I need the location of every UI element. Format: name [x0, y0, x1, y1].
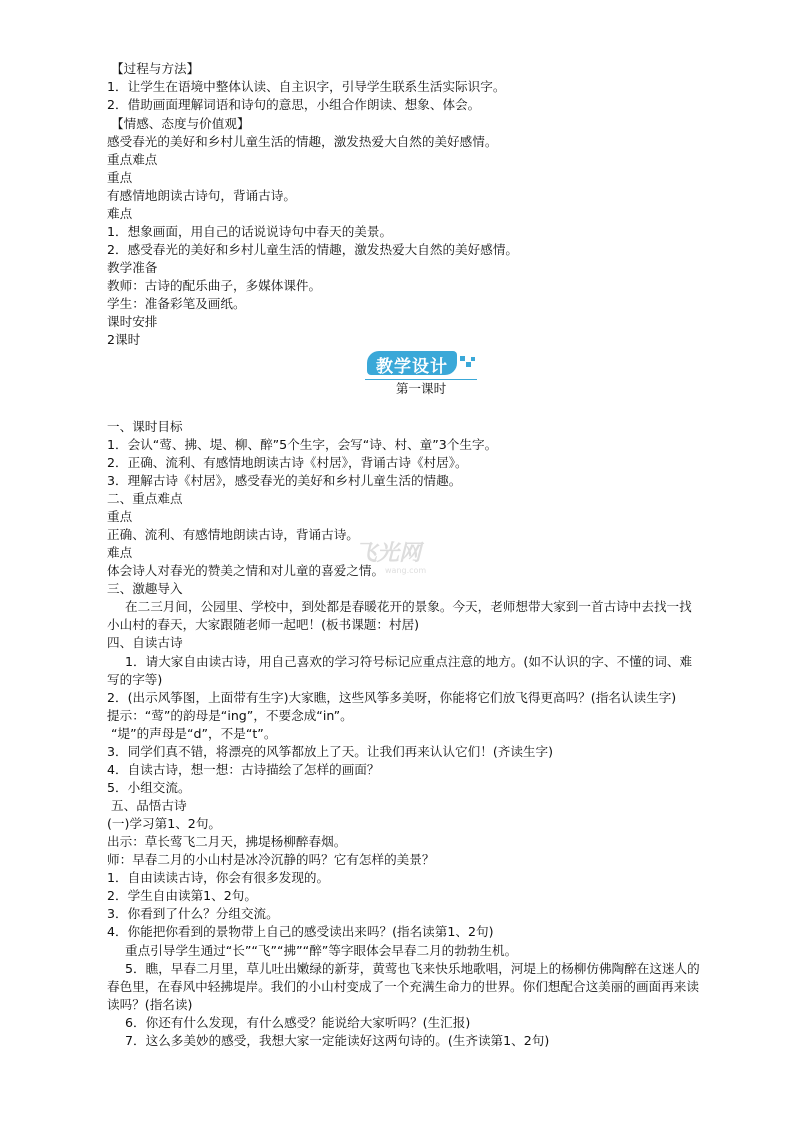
lesson-subtitle: 第一课时 — [395, 381, 447, 396]
text-line: 难点 — [107, 545, 133, 560]
section-heading: 重点难点 — [107, 152, 158, 167]
watermark — [345, 536, 465, 584]
text-line: 重点 — [107, 509, 133, 524]
text-line: 有感情地朗读古诗句，背诵古诗。 — [107, 188, 296, 203]
text-line: 体会诗人对春光的赞美之情和对儿童的喜爱之情。 — [107, 563, 385, 578]
text-line: 2课时 — [107, 332, 141, 347]
text-line: 【情感、态度与价值观】 — [111, 116, 250, 131]
banner-title: 教学设计 — [376, 357, 448, 377]
text-line: 1．让学生在语境中整体认读、自主识字，引导学生联系生活实际识字。 — [107, 79, 506, 94]
text-line: 2．借助画面理解词语和诗句的意思，小组合作朗读、想象、体会。 — [107, 97, 481, 112]
text-line: 5．瞧，早春二月里，草儿吐出嫩绿的新芽，黄莺也飞来快乐地歌唱，河堤上的杨柳仿佛陶醉在这迷人的 — [125, 961, 700, 976]
text-line: 【过程与方法】 — [111, 61, 200, 76]
text-line: 3．理解古诗《村居》，感受春光的美好和乡村儿童生活的情趣。 — [107, 473, 462, 488]
text-line: 5．小组交流。 — [107, 780, 191, 795]
text-line: 小山村的春天，大家跟随老师一起吧！(板书课题：村居) — [107, 617, 420, 632]
text-line: 2．(出示风筝图，上面带有生字)大家瞧，这些风筝多美呀，你能将它们放飞得更高吗？(指名认读生字) — [107, 690, 677, 705]
text-line: 2．感受春光的美好和乡村儿童生活的情趣，激发热爱大自然的美好感情。 — [107, 242, 519, 257]
text-line: (一)学习第1、2句。 — [107, 816, 222, 831]
section-heading: 三、激趣导入 — [107, 581, 183, 596]
section-heading: 四、自读古诗 — [107, 635, 183, 650]
text-line: 写的字等) — [107, 672, 163, 687]
text-line: 4．自读古诗，想一想：古诗描绘了怎样的画面？ — [107, 762, 380, 777]
section-heading: 五、品悟古诗 — [111, 798, 187, 813]
section-heading: 二、重点难点 — [107, 491, 183, 506]
text-line: 重点引导学生通过“长”“飞”“拂”“醉”等字眼体会早春二月的勃勃生机。 — [125, 943, 518, 958]
text-line: 2．学生自由读第1、2句。 — [107, 888, 257, 903]
text-line: “堤”的声母是“d”，不是“t”。 — [111, 726, 277, 741]
text-line: 师：早春二月的小山村是冰冷沉静的吗？它有怎样的美景？ — [107, 852, 435, 867]
text-line: 1．请大家自由读古诗，用自己喜欢的学习符号标记应重点注意的地方。(如不认识的字、不懂的词、难 — [125, 654, 693, 669]
text-line: 春色里，在春风中轻拂堤岸。我们的小山村变成了一个充满生命力的世界。你们想配合这美丽的画面再来读 — [107, 979, 699, 994]
text-line: 1．自由读读古诗，你会有很多发现的。 — [107, 870, 330, 885]
watermark-url: wang.com — [385, 566, 427, 575]
text-line: 重点 — [107, 170, 133, 185]
text-line: 2．正确、流利、有感情地朗读古诗《村居》，背诵古诗《村居》。 — [107, 455, 468, 470]
section-heading: 教学准备 — [107, 260, 158, 275]
text-line: 提示：“莺”的韵母是“ing”，不要念成“in”。 — [107, 708, 353, 723]
text-line: 3．你看到了什么？分组交流。 — [107, 906, 279, 921]
section-heading: 一、课时目标 — [107, 419, 183, 434]
text-line: 在二三月间，公园里、学校中，到处都是春暖花开的景象。今天，老师想带大家到一首古诗中去找一找 — [125, 599, 692, 614]
text-line: 难点 — [107, 206, 133, 221]
watermark-logo: 飞光网 — [355, 540, 422, 566]
section-heading: 课时安排 — [107, 314, 158, 329]
text-line: 1．会认“莺、拂、堤、柳、醉”5个生字，会写“诗、村、童”3个生字。 — [107, 437, 498, 452]
text-line: 正确、流利、有感情地朗读古诗，背诵古诗。 — [107, 527, 359, 542]
text-line: 学生：准备彩笔及画纸。 — [107, 296, 246, 311]
text-line: 3．同学们真不错，将漂亮的风筝都放上了天。让我们再来认认它们！(齐读生字) — [107, 744, 554, 759]
text-line: 读吗？(指名读) — [107, 997, 193, 1012]
text-line: 4．你能把你看到的景物带上自己的感受读出来吗？(指名读第1、2句) — [107, 924, 494, 939]
text-line: 出示：草长莺飞二月天，拂堤杨柳醉春烟。 — [107, 834, 347, 849]
banner-squares-icon — [460, 356, 476, 368]
text-line: 7．这么多美妙的感受，我想大家一定能读好这两句诗的。(生齐读第1、2句) — [125, 1033, 550, 1048]
text-line: 感受春光的美好和乡村儿童生活的情趣，激发热爱大自然的美好感情。 — [107, 134, 498, 149]
teaching-design-banner — [365, 349, 485, 395]
text-line: 6．你还有什么发现，有什么感受？能说给大家听吗？(生汇报) — [125, 1015, 471, 1030]
text-line: 教师：古诗的配乐曲子，多媒体课件。 — [107, 278, 322, 293]
text-line: 1．想象画面，用自己的话说说诗句中春天的美景。 — [107, 224, 393, 239]
banner-underline — [365, 379, 477, 380]
